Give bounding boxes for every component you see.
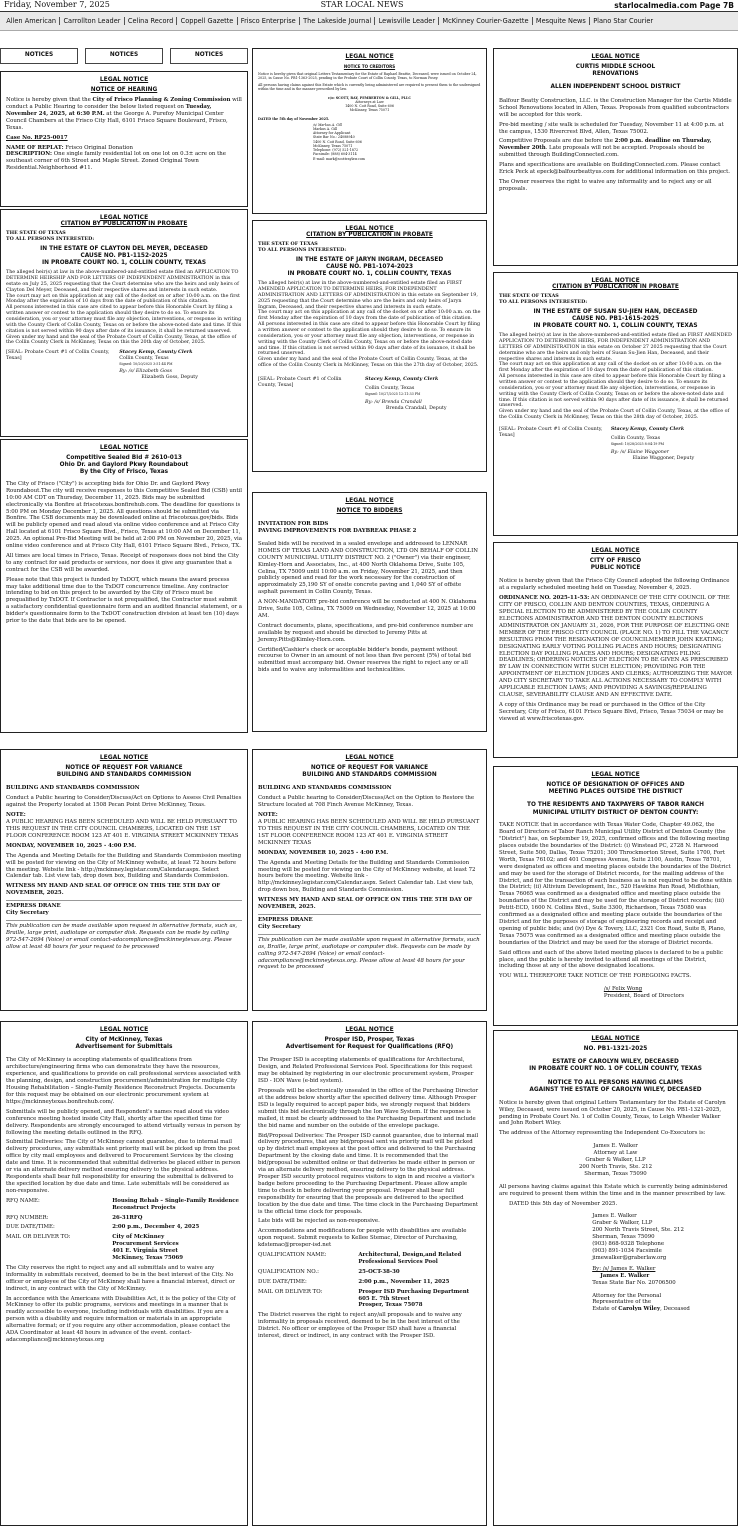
notice-title: NOTICE OF DESIGNATION OF OFFICES AND (546, 781, 685, 788)
notices-tab: NOTICES (170, 48, 248, 64)
citation-han (493, 272, 738, 536)
text: NOTE: (6, 812, 26, 819)
legal-notice-label: LEGAL NOTICE (591, 771, 640, 778)
pub-link[interactable]: McKinney Courier-Gazette (439, 17, 532, 25)
text: TO ALL PERSONS INTERESTED: (6, 236, 95, 243)
notice-title: Ohio Dr. and Gaylord Pkwy Roundabout (59, 462, 189, 469)
notice-title: TO THE RESIDENTS AND TAXPAYERS OF TABOR RANCH (527, 802, 704, 809)
label: DUE DATE/TIME: (6, 1224, 55, 1231)
label: DESCRIPTION: (6, 151, 52, 158)
text: EMPRESS DRANE (258, 916, 313, 923)
text: Signed: 10/20/2025 3:51:44 PM (119, 361, 173, 366)
notice-title: Advertisement for Submittals (75, 1044, 173, 1051)
text: MONDAY, NOVEMBER 10, 2025 - 4:00 P.M. (258, 849, 389, 856)
notice-to-creditors: LEGAL NOTICE NOTICE TO CREDITORS Notice is hereby given that original Letters Testamentary for the Estate of Raphael Beattie, Deceased, were issued on October 24, 2025, in Cause No. PB1-1363-2025, pending in the Probate Court of Collin County, Texas, to Norman Posey. All persons having claims against this Estate which is currently being administered are required to present them to the undersigned within the time and in the manner prescribed by law. c/o: SCOTT, RAY, PEMBERTON & GILL, PLLC Attorneys at Law 1400 N. Coit Road, Suite 606 McKinney, Texas 75071 DATED the 5th day of November 2025. /s/ Markus A. Gill Markus A. Gill Attorney for Applicant State Bar No.: 24088940 1400 N. Coit Road, Suite 606 McKinney, Texas 75071 Telephone: (972) 521-1872 Facsimile: (888) 604-3114 E-mail: mark@scottraylaw.com (252, 48, 487, 214)
text: BUILDING AND STANDARDS COMMISSION (6, 785, 140, 792)
seal: [SEAL: Probate Court #1 of Collin County, Texas] (6, 350, 110, 362)
notice-title: NOTICE TO ALL PERSONS HAVING CLAIMS (547, 1079, 684, 1086)
text: Proposals will be electronically unsealed in the office of the Purchasing Director at the address below shortly after the specified delivery time. Although Prosper ISD is legally required to accept paper bids, we strongly request that bidders submit this bid electronically through the Ion Wave System. If the response is mailed, it must be clearly addressed to the Purchasing Department and include the bid name and number on the outside of the envelope package. (258, 1088, 479, 1129)
text: The court may act on this application at any call of the docket on or after 10:00 a.m. on the first Monday after the expiration of 10 days from the date of publication of this citation. (6, 293, 240, 305)
text: McKinney, Texas 75071 (349, 108, 390, 113)
pub-link[interactable]: Frisco Enterprise (238, 17, 300, 25)
notice-title: NO. PB1-1321-2025 (583, 1045, 648, 1052)
variance-notice-1 (0, 749, 248, 1011)
text: Brenda Crandall, Deputy (385, 405, 447, 411)
text: WITNESS MY HAND AND SEAL OF OFFICE ON THIS THE 5TH DAY OF NOVEMBER, 2025. (258, 897, 473, 911)
text: All persons having claims against this Estate which is currently being administered are required to present them within the time and in the manner prescribed by law. (499, 1183, 728, 1197)
mckinney-rfq: LEGAL NOTICE City of McKinney, Texas Advertisement for Submittals The City of McKinney is accepting statements of qualifications from architecture/engineering firms who can demonstrate they have the resources, experience, and qualifications to provide on call professional services associated with the planning, design, and construction procurement/administration for multiple City Housing Rehabilitation – Single-Family Residence Reconstruct Projects. Documents for this request may be obtained on our electronic procurement system at https://mckinneytexas.bonfirehub.com/. Submittals will be publicly opened, and Respondent's names read aloud via video conference meeting hosted inside City Hall, shortly after the specified time for delivery. Respondents are strongly encouraged to attend virtually versus in person by following the meeting details outlined in the RFQ. Submittal Deliveries: The City of McKinney cannot guarantee, due to internal mail delivery procedures, any submittals sent priority mail will be picked up from the post office by city mail employees and delivered to Procurement Services by the closing date and time. It is recommended that submittal deliveries be placed either in person or via an alternate delivery method ensuring delivery to the physical address. Respondents shall bear full responsibility for ensuring the submittal is delivered to the specified location by due date and time. Late submittals will be considered as non-responsive. RFQ NAME: Housing Rehab – Single-Family Residence Reconstruct Projects RFQ NUMBER: 26-31RFQ DUE DATE/TIME: 2:00 p.m., December 4, 2025 MAIL OR DELIVER TO: City of McKinney Procurement Services 401 E. Virginia Street McKinney, Texas 75069 The City reserves the right to reject any and all submittals and to waive any informality in submittals received, deemed to be in the best interest of the City. No officer or employee of the City of McKinney shall have a financial interest, direct or indirect, in any contract with the City of McKinney. In accordance with the Americans with Disabilities Act, it is the policy of the City of McKinney to offer its public programs, services and meetings in a manner that is readily accessible to everyone, including individuals with disabilities. If you are a person with a disability and require information or materials in an appropriate alternative format; or if you require any other accommodation, please contact the ADA Coordinator at least 48 hours in advance of the event. contact-adacompliance@mckinneytexas.org (0, 1021, 248, 1526)
pub-link[interactable]: Lewisville Leader (375, 17, 439, 25)
notices-tab: NOTICES (0, 48, 78, 64)
text: Signed: 10/27/2025 12:11:33 PM (365, 391, 421, 396)
signature: By: /s/ Brenda Crandall (365, 399, 422, 405)
text: THE STATE OF TEXAS (6, 230, 66, 237)
notice-of-hearing (0, 71, 248, 207)
text: NOTE: (258, 812, 278, 819)
prosper-isd-rfq: LEGAL NOTICE Prosper ISD, Prosper, Texas Advertisement for Request for Qualifications (RFQ) The Prosper ISD is accepting statements of qualifications for Architectural, Design, and Related Professional Services Pool. Specifications for this request may be obtained by registering in our electronic procurement system, Prosper ISD - ION Wave (e-bid system). Proposals will be electronically unsealed in the office of the Purchasing Director at the address below shortly after the specified delivery time. Although Prosper ISD is legally required to accept paper bids, we strongly request that bidders submit this bid electronically through the Ion Wave System. If the response is mailed, it must be clearly addressed to the Purchasing Department and include the bid name and number on the outside of the envelope package. Bid/Proposal Deliveries: The Prosper ISD cannot guarantee, due to internal mail delivery procedures, that any bid/proposal sent via priority mail will be picked up by district mail employees at the post office and delivered to the Purchasing Department by the closing date and time. It is recommended that the bid/proposal be submitted online or that deliveries be made either in person or via an alternate delivery method, ensuring delivery to the physical address. Prosper ISD security protocol requires visitors to sign in and receive a visitor's badge before proceeding to the Purchasing Department. Please allow ample time to check in before delivering your proposal. Prosper shall bear full responsibility for ensuring that the proposals are delivered to the specified location by the due date and time. The time clock in the Purchasing Department is the official time clock for proposals. Late bids will be rejected as non-responsive. Accommodations and modifications for people with disabilities are available upon request. Submit requests to Kellee Stemac, Director of Purchasing, kdstemac@prosper-isd.net QUALIFICATION NAME: Architectural, Design,and Related Professional Services Pool QUALIFICATION NO.: 25-OCT-38-30 DUE DATE/TIME: 2:00 p.m., November 11, 2025 MAIL OR DELIVER TO: Prosper ISD Purchasing Department 605 E. 7th Street Prosper, Texas 75078 The District reserves the right to reject any/all proposals and to waive any informality in proposals received, deemed to be in the best interest of the District. No officer or employee of the Prosper ISD shall have a financial interest, direct or indirect, in any contract with the Prosper ISD. (252, 1021, 487, 1526)
text: THE STATE OF TEXAS (258, 241, 318, 248)
text: The court may act on this application at any call of the docket on or after 10:00 a.m. on the first Monday after the expiration of 10 days from the date of publication of this citation. (258, 310, 481, 322)
legal-notice-label: LEGAL NOTICE (591, 547, 640, 554)
value: Housing Rehab – Single-Family Residence Reconstruct Projects (112, 1197, 239, 1211)
text: The alleged heir(s) at law in the above-numbered-and-entitled estate filed an FIRST AMENDED APPLICATION TO DETERMINE HEIRS, FOR INDEPENDENT ADMINISTRATION AND LETTERS OF ADMINISTRATION in this estate on September 19, 2025 requesting that the Court determine who are the heirs and only heirs of Jaryn Ingram, Deceased, and their respective shares and interests in such estate. (258, 281, 478, 310)
cause-number: CAUSE NO. PB1-1074-2023 (325, 264, 414, 271)
clerk: Stacey Kemp, County Clerk (119, 349, 193, 356)
text: WITNESS MY HAND AND SEAL OF OFFICE ON THIS THE 5TH DAY OF NOVEMBER, 2025. (6, 883, 221, 897)
estate-carolyn-wiley: LEGAL NOTICE NO. PB1-1321-2025 ESTATE OF CAROLYN WILEY, DECEASED IN PROBATE COURT NO. 1 OF COLLIN COUNTY, TEXAS NOTICE TO ALL PERSONS HAVING CLAIMS AGAINST THE ESTATE OF CAROLYN WILEY, DECEASED Notice is hereby given that original Letters Testamentary for the Estate of Carolyn Wiley, Deceased, were issued on October 20, 2025, in Cause No. PB1-1321-2025, pending in Probate Court No. 1 of Collin County, Texas, to Leigh Wheeler Walker and John Robert Wiley. The address of the Attorney representing the Independent Co-Executors is: James E. Walker Attorney at Law Graber & Walker, LLP 200 North Travis, Ste. 212 Sherman, Texas 75090 All persons having claims against this Estate which is currently being administered are required to present them within the time and in the manner prescribed by law. DATED this 5th day of November 2025. James E. Walker Graber & Walker, LLP 200 North Travis Street, Ste. 212 Sherman, Texas 75090 (903) 868-9328 Telephone (903) 891-1034 Facsimile jimewalker@graberlaw.org By: /s/ James E. Walker James E. Walker Texas State Bar No. 20706500 Attorney for the Personal Representative of the Estate of Carolyn Wiley, Deceased (493, 1030, 738, 1526)
notice-title: NOTICE OF REQUEST FOR VARIANCE (65, 764, 183, 771)
cause-number: CAUSE NO. PB1-1615-2025 (571, 316, 660, 323)
text: The address of the Attorney representing the Independent Co-Executors is: (499, 1130, 706, 1137)
legal-notice-label: LEGAL NOTICE (99, 754, 149, 761)
notice-title: NOTICE TO BIDDERS (336, 507, 403, 514)
legal-notice-label: LEGAL NOTICE (345, 497, 394, 504)
text: Conduct a Public hearing to Consider/Discuss/Act on the Option to Restore the Structure located at 708 Finch Avenue McKinney, Texas. (258, 795, 475, 809)
text: All persons interested in this case are cited to appear before this Honorable Court by filing a written answer or contest to the application should they desire to do so. To ensure its consideration, you or your attorney must file any objection, interventions, or response in writing with the County Clerk of Collin County, Texas on or before the above-noted date and time. If this citation is not served within 90 days after date of its issuance, it shall be returned unserved. (6, 305, 242, 334)
text: All times are local times in Frisco, Texas. Receipt of responses does not bind the City to any contract for said products or services, nor does it give any guarantee that a contract for the CSB will be awarded. (6, 552, 239, 573)
text: will conduct a Public Hearing to consider the below listed request on (6, 97, 242, 110)
paper-name: STAR LOCAL NEWS (320, 0, 404, 10)
pub-link[interactable]: Carrollton Leader (60, 17, 124, 25)
text: President, Board of Directors (603, 993, 685, 1000)
text: INVITATION FOR BIDS (258, 521, 329, 528)
text: PAVING IMPROVEMENTS FOR DAYBREAK PHASE 2 (258, 527, 417, 534)
text: A PUBLIC HEARING HAS BEEN SCHEDULED AND WILL BE HELD PURSUANT TO THIS REQUEST IN THE CITY COUNCIL CHAMBERS, LOCATED ON THE 1ST FLOOR CONFERENCE ROOM 123 AT 401 E. VIRGINIA STREET MCKINNEY TEXAS (6, 819, 239, 839)
notices-tabs (0, 48, 248, 64)
court: IN PROBATE COURT NO. 1, COLLIN COUNTY, TEXAS (41, 260, 207, 267)
text: Accommodations and modifications for people with disabilities are available upon request. Submit requests to Kellee Stemac, Director of Purchasing, kdstemac@prosper-isd.net (258, 1228, 467, 1249)
text: A NON-MANDATORY pre-bid conference will be conducted at 400 N. Oklahoma Drive, Suite 105, Celina, TX 75009 on Wednesday, November 12, 2025 at 10:00 AM. (258, 599, 477, 619)
notice-title: CITATION BY PUBLICATION IN PROBATE (60, 221, 188, 228)
label: NAME OF REPLAT: (6, 144, 64, 151)
value: 26-31RFQ (112, 1214, 143, 1221)
text: A copy of this Ordinance may be read or purchased in the Office of the City Secretary, City of Frisco, 6101 Frisco Square Blvd, Frisco, Texas 75034 or may be viewed at www.friscotexas.gov. (499, 701, 724, 722)
legal-notice-label: LEGAL NOTICE (99, 444, 149, 451)
legal-notice-label: LEGAL NOTICE (591, 1035, 640, 1042)
tabor-ranch-mud (493, 766, 738, 1026)
frisco-public-notice: LEGAL NOTICE CITY OF FRISCO PUBLIC NOTICE Notice is hereby given that the Frisco City Council adopted the following Ordinance at a regularly scheduled meeting held on Tuesday, November 4, 2025. ORDINANCE NO. 2025-11-53: AN ORDINANCE OF THE CITY COUNCIL OF THE CITY OF FRISCO, COLLIN AND DENTON COUNTIES, TEXAS, ORDERING A SPECIAL ELECTION TO BE ADMINISTERED BY THE COLLIN COUNTY ELECTIONS ADMINISTRATOR AND THE DENTON COUNTY ELECTIONS ADMINISTRATOR ON JANUARY 31, 2026, FOR THE PURPOSE OF ELECTING ONE MEMBER OF THE FRISCO CITY COUNCIL (PLACE NO. 1) TO FILL THE VACANCY RESULTING FROM THE RESIGNATION OF COUNCILMEMBER JOHN KEATING; DESIGNATING EARLY VOTING POLLING PLACES AND HOURS; DESIGNATING ELECTION DAY POLLING PLACES AND HOURS; DESIGNATING FILING DEADLINES; ORDERING NOTICES OF ELECTION TO BE GIVEN AS PRESCRIBED BY LAW IN CONNECTION WITH SUCH ELECTION; PROVIDING FOR THE APPOINTMENT OF ELECTION JUDGES AND CLERKS; AUTHORIZING THE MAYOR AND CITY SECRETARY TO TAKE ALL ACTIONS NECESSARY TO COMPLY WITH APPLICABLE ELECTION LAWS; AND PROVIDING A SAVINGS/REPEALING CLAUSE, SEVERABILITY CLAUSE AND AN EFFECTIVE DATE. A copy of this Ordinance may be read or purchased in the Office of the City Secretary, City of Frisco, 6101 Frisco Square Blvd, Frisco, Texas 75034 or may be viewed at www.friscotexas.gov. (493, 542, 738, 758)
notice-title: ALLEN INDEPENDENT SCHOOL DISTRICT (550, 84, 681, 91)
text: Given under my hand and the seal of the Probate Court of Collin County, Texas, at the office of the Collin County Clerk in McKinney, Texas on this the 27th day of October, 2025. (258, 357, 479, 369)
text: All persons interested in this case are cited to appear before this Honorable Court by filing a written answer or contest to the application should they desire to do so. To ensure its consideration, you or your attorney must file any objection, interventions, or response in writing with the County Clerk of Collin County, Texas on or before the above-noted date and time. If this citation is not served within 90 days after date of its issuance, it shall be returned unserved. (258, 322, 481, 357)
label: DUE DATE/TIME: (258, 1278, 307, 1285)
text: Balfour Beatty Construction, LLC. is the Construction Manager for the Curtis Middle School Renovations located in Allen, Texas. Proposals from qualified subcontractors will be accepted for this work. (499, 97, 732, 118)
text: TO ALL PERSONS INTERESTED: (258, 247, 347, 254)
text: Plans and specifications are available on BuildingConnected.com. Please contact Erick Peck at epeck@balfourbeattyus.com for additional information on this project. (499, 162, 730, 176)
text: Elaine Waggoner, Deputy (632, 455, 695, 461)
text: All persons having claims against this Estate which is currently being administered are required to present them to the undersigned within the time and in the manner prescribed by law. (258, 83, 481, 92)
notice-title: CITY OF FRISCO (589, 557, 642, 564)
text: DATED the 5th day of November 2025. (258, 116, 330, 121)
legal-notice-label: LEGAL NOTICE (345, 1026, 394, 1033)
text: Notice is hereby given that the Frisco City Council adopted the following Ordinance at a regularly scheduled meeting held on Tuesday, November 4, 2025. (499, 578, 730, 592)
text: A PUBLIC HEARING HAS BEEN SCHEDULED AND WILL BE HELD PURSUANT TO THIS REQUEST IN THE CITY COUNCIL CHAMBERS, LOCATED ON THE 1ST FLOOR CONFERENCE ROOM 123 AT 401 E. VIRGINIA STREET MCKINNEY TEXAS (258, 819, 480, 846)
text: The alleged heir(s) at law in the above-numbered-and-entitled estate filed an APPLICATION TO DETERMINE HEIRSHIP AND FOR LETTERS OF INDEPENDENT ADMINISTRATION in this estate on July 25, 2025 requesting that the Court determine who are the heirs and only heirs of Clayton Del Meyer, Deceased, and their respective shares and interests in such estate. (6, 270, 239, 293)
notice-title: NOTICE OF HEARING (90, 86, 158, 93)
notice-title: BUILDING AND STANDARDS COMMISSION (56, 772, 192, 779)
value: 2:00 p.m., November 11, 2025 (358, 1278, 450, 1285)
text: Said offices and each of the above listed meeting places is declared to be a public place, and the public is hereby invited to attend all meetings of the District, including those at any of the above designated locations. (499, 949, 723, 970)
text: Late bids will be rejected as non-responsive. (258, 1218, 380, 1225)
text: MONDAY, NOVEMBER 10, 2025 - 4:00 P.M. (6, 842, 137, 849)
citation-ingram (252, 220, 487, 472)
value: One single family residential lot on one lot on 0.3± acre on the southeast corner of 6th Street and Maple Street. Zoned Original Town Residential.Neighborhood #11. (6, 151, 226, 172)
clerk: Stacey Kemp, County Clerk (365, 375, 439, 382)
pub-link[interactable]: Mesquite News (533, 17, 590, 25)
seal: [SEAL: Probate Court #1 of Collin County, Texas] (499, 426, 603, 438)
estate-name: IN THE ESTATE OF SUSAN SU-JIEN HAN, DECEASED (533, 309, 698, 316)
seal: [SEAL: Probate Court #1 of Collin County, Texas] (258, 376, 342, 388)
pub-link[interactable]: The Lakeside Journal (300, 17, 376, 25)
text: The City of McKinney is accepting statements of qualifications from architecture/engineering firms who can demonstrate they have the resources, experience, and qualifications to provide on call professional services associated with the planning, design, and construction procurement/administration for multiple City Housing Rehabilitation – Single-Family Residence Reconstruct Projects. Documents for this request may be obtained on our electronic procurement system at https://mckinneytexas.bonfirehub.com/. (6, 1057, 241, 1105)
text: c/o: SCOTT, RAY, PEMBERTON & GILL, PLLC (328, 95, 411, 100)
curtis-ms-renovations: LEGAL NOTICE CURTIS MIDDLE SCHOOL RENOVATIONS ALLEN INDEPENDENT SCHOOL DISTRICT Balfour Beatty Construction, LLC. is the Construction Manager for the Curtis Middle School Renovations located in Allen, Texas. Proposals from qualified subcontractors will be accepted for this work. Pre-bid meeting / site walk is scheduled for Tuesday, November 11 at 4:00 p.m. at the campus, 1530 Rivercrest Blvd, Allen, Texas 75002. Competitive Proposals are due before the 2:00 p.m. deadline on Thursday, November 20th. Late proposals will not be accepted. Proposals should be submitted through BuildingConnected.com. Plans and specifications are available on BuildingConnected.com. Please contact Erick Peck at epeck@balfourbeattyus.com for additional information on this project. The Owner reserves the right to waive any informality and to reject any or all proposals. (493, 48, 738, 266)
label: RFQ NAME: (6, 1197, 40, 1204)
legal-notice-label: LEGAL NOTICE (345, 53, 394, 60)
pub-link[interactable]: Coppell Gazette (177, 17, 237, 25)
text: Contract documents, plans, specifications, and pre-bid conference number are available by request and should be directed to Jeremy Pitts at Jeremy.Pitts@Kimley-Horn.com. (258, 622, 474, 643)
notice-title: IN PROBATE COURT NO. 1 OF COLLIN COUNTY, TEXAS (529, 1066, 702, 1073)
text: Conduct a Public hearing to Consider/Discuss/Act on Options to Assess Civil Penalties against the Property located at 1508 Pecan Point Drive McKinney, Texas. (6, 795, 242, 809)
estate-name: IN THE ESTATE OF CLAYTON DEL MEYER, DECEASED (40, 246, 208, 253)
text: The Agenda and Meeting Details for the Building and Standards Commission meeting will be posted for viewing on the City of McKinney website, at least 72 hours before the meeting. Website link - http://mckinney.legistar.com/Calendar.aspx. Select Calendar tab. List view tab, drop down box, Building and Standards Commission. (6, 852, 242, 880)
estate-name: IN THE ESTATE OF JARYN INGRAM, DECEASED (295, 257, 444, 264)
label: QUALIFICATION NAME: (258, 1252, 327, 1259)
signature: /s/ Markus A. Gill (313, 122, 343, 127)
text: Given under my hand and the seal of the Probate Court of Collin County, Texas, at the office of the Collin County Clerk in McKinney, Texas on this the 28th day of October, 2025. (499, 409, 730, 421)
text: The alleged heir(s) at law in the above-numbered-and-entitled estate filed an FIRST AMENDED APPLICATION TO DETERMINE HEIRS, FOR INDEPENDENT ADMINISTRATION AND LETTERS OF ADMINISTRATION in this estate on October 27 2025 requesting that the Court determine who are the heirs and only heirs of Susan Su-Jien Han, Deceased, and their respective shares and interests in such estate. (499, 333, 732, 362)
signature: By: /s/ James E. Walker (592, 1265, 656, 1272)
case-number: Case No. RP25-0017 (6, 134, 68, 141)
notice-title: By the City of Frisco, Texas (79, 469, 169, 476)
text: 1400 N. Coit Road, Suite 606 (345, 104, 394, 109)
text: The Owner reserves the right to waive any informality and to reject any or all proposals. (499, 178, 712, 192)
text: The Prosper ISD is accepting statements of qualifications for Architectural, Design, and Related Professional Services Pool. Specifications for this request may be obtained by registering in our electronic procurement system, Prosper ISD - ION Wave (e-bid system). (258, 1057, 474, 1085)
legal-notice-label: LEGAL NOTICE (345, 754, 394, 761)
text: Submittals will be publicly opened, and Respondent's names read aloud via video conference meeting hosted inside City Hall, shortly after the specified time for delivery. Respondents are strongly encouraged to attend virtually versus in person by following the meeting details outlined in the RFQ. (6, 1108, 241, 1136)
text: The court may act on this application at any call of the docket on or after 10:00 a.m. on the first Monday after the expiration of 10 days from the date of publication of this citation. (499, 362, 722, 374)
notice-title: PUBLIC NOTICE (590, 565, 641, 572)
text: Collin County, Texas (365, 385, 415, 391)
court: IN PROBATE COURT NO. 1, COLLIN COUNTY, TEXAS (533, 323, 698, 330)
text: TO ALL PERSONS INTERESTED: (499, 299, 588, 306)
pub-link[interactable]: Celina Record (125, 17, 178, 25)
text: Notice is hereby given that original Letters Testamentary for the Estate of Carolyn Wiley, Deceased, were issued on October 20, 2025, in Cause No. PB1-1321-2025, pending in Probate Court No. 1 of Collin County, Texas, to Leigh Wheeler Walker and John Robert Wiley. (499, 1099, 726, 1127)
text: In accordance with the Americans with Disabilities Act, it is the policy of the City of McKinney to offer its public programs, services and meetings in a manner that is readily accessible to everyone, including individuals with disabilities. If you are a person with a disability and require information or materials in an appropriate alternative format; or if you require any other accommodation, please contact the ADA Coordinator at least 48 hours in advance of the event. contact-adacompliance@mckinneytexas.org (6, 1295, 236, 1344)
text: Pre-bid meeting / site walk is scheduled for Tuesday, November 11 at 4:00 p.m. at the campus, 1530 Rivercrest Blvd, Allen, Texas 75002. (499, 121, 724, 135)
text: Attorneys at Law (355, 99, 384, 104)
pub-link[interactable]: Allen American (3, 17, 60, 25)
issue-date: Friday, November 7, 2025 (4, 0, 110, 10)
text: City Secretary (258, 923, 301, 930)
text: All persons interested in this case are cited to appear before this Honorable Court by filing a written answer or contest to the application should they desire to do so. To ensure its consideration, you or your attorney must file any objection, interventions, or response in writing with the County Clerk of Collin County, Texas on or before the above-noted date and time. If this citation is not served within 90 days after date of its issuance, it shall be returned unserved. (499, 374, 729, 409)
notice-title: MEETING PLACES OUTSIDE THE DISTRICT (548, 789, 683, 796)
text: DATED this 5th day of November 2025. (509, 1200, 618, 1207)
text: The District reserves the right to reject any/all proposals and to waive any informality in proposals received, deemed to be in the best interest of the District. No officer or employee of the Prosper ISD shall have a financial interest, direct or indirect, in any contract with the Prosper ISD. (258, 1312, 462, 1340)
signature: By: /s/ Elaine Waggoner (610, 449, 669, 455)
text: The Agenda and Meeting Details for the Building and Standards Commission meeting will be posted for viewing on the City of McKinney website, at least 72 hours before the meeting. Website link - http://mckinney.legistar.com/Calendar.aspx. Select Calendar tab. List view tab, drop down box, Building and Standards Commission. (258, 859, 476, 894)
notice-title: CITATION BY PUBLICATION IN PROBATE (552, 284, 679, 291)
notice-title: Competitive Sealed Bid # 2610-013 (66, 454, 182, 461)
legal-notice-label: LEGAL NOTICE (99, 76, 149, 83)
text: at the George A. Purefoy Municipal Center Council Chambers at the Frisco City Hall, 6101 Frisco Square Boulevard, Frisco, Texas. (6, 110, 228, 131)
notice-title: Prosper ISD, Prosper, Texas (324, 1036, 415, 1043)
citation-del-meyer (0, 209, 248, 437)
text: Collin County, Texas (119, 356, 169, 362)
label: MAIL OR DELIVER TO: (6, 1234, 71, 1241)
court: IN PROBATE COURT NO. 1, COLLIN COUNTY, TEXAS (287, 271, 452, 278)
legal-notice-label: LEGAL NOTICE (345, 225, 394, 232)
text: BUILDING AND STANDARDS COMMISSION (258, 785, 392, 792)
notice-title: RENOVATIONS (592, 71, 639, 78)
signature: /s/ Felix Wong (603, 986, 643, 993)
notices-tab: NOTICES (85, 48, 163, 64)
notice-title: BUILDING AND STANDARDS COMMISSION (302, 772, 437, 779)
legal-notice-label: LEGAL NOTICE (591, 53, 640, 60)
page-header (0, 0, 738, 12)
site-page[interactable]: starlocalmedia.com Page 7B (614, 0, 734, 10)
pub-link[interactable]: Plano Star Courier (593, 17, 654, 25)
notice-title: CURTIS MIDDLE SCHOOL (575, 63, 656, 70)
variance-notice-2 (252, 749, 487, 1011)
text: The City reserves the right to reject any and all submittals and to waive any informality in submittals received, deemed to be in the best interest of the City. No officer or employee of the City of McKinney shall have a financial interest, direct or indirect, in any contract with the City of McKinney. (6, 1264, 235, 1292)
notice-to-bidders (252, 492, 487, 732)
text: This publication can be made available upon request in alternative formats, such as, Braille, large print, audiotape or computer disk. Requests can be made by calling 972-547-2694 (Voice) or email contact-adacompliance@mckinneytexas.org. Please allow at least 48 hours for your request to be processed (6, 922, 238, 950)
text: Certified/Cashier's check or acceptable bidder's bonds, payment without recourse to Owner in an amount of not less than five percent (5%) of total bid submitted must accompany bid. Owner reserves the right to reject any or all bids and to waive any informalities and technicalities. (258, 646, 471, 674)
value: 25-OCT-38-30 (358, 1268, 400, 1275)
legal-notice-label: LEGAL NOTICE (99, 1026, 149, 1033)
text: Bid/Proposal Deliveries: The Prosper ISD cannot guarantee, due to internal mail delivery procedures, that any bid/proposal sent via priority mail will be picked up by district mail employees at the post office and delivered to the Purchasing Department by the closing date and time. It is recommended that the bid/proposal be submitted online or that deliveries be made either in person or via an alternate delivery method, ensuring delivery to the physical address. Prosper ISD security protocol requires visitors to sign in and receive a visitor's badge before proceeding to the Purchasing Department. Please allow ample time to check in before delivering your proposal. Prosper shall bear full responsibility for ensuring that the proposals are delivered to the specified location by the due date and time. The time clock in the Purchasing Department is the official time clock for proposals. (258, 1132, 479, 1215)
text: Tuesday, November 24, 2025, at 6:30 P.M. (6, 103, 212, 117)
legal-notice-label: LEGAL NOTICE (591, 277, 640, 284)
text: Submittal Deliveries: The City of McKinney cannot guarantee, due to internal mail delivery procedures, any submittals sent priority mail will be picked up from the post office by city mail employees and delivered to Procurement Services by the closing date and time. It is recommended that submittal deliveries be placed either in person or via an alternate delivery method ensuring delivery to the physical address. Respondents shall bear full responsibility for ensuring the submittal is delivered to the specified location by due date and time. Late submittals will be considered as non-responsive. (6, 1139, 241, 1194)
text: TAKE NOTICE that in accordance with Texas Water Code, Chapter 49.062, the Board of Directors of Tabor Ranch Municipal Utility District of Denton County (the "District") has, on September 19, 2025, confirmed offices and the following meeting places outside the boundaries of the District: (i) Winstead PC, 2728 N. Harwood Street, Suite 500, Dallas, Texas 75201; 300 Throckmorton Street, Suite 1700, Fort Worth, Texas 76102; and 401 Congress Avenue, Suite 2100, Austin, Texas 78701, were designated as offices and meeting places outside the boundaries of the District and may be used for the storage of District records, for the mailing address of the District, and for the transaction of such business as is not required to be done within the District; (ii) Altivium Development, Inc., 520 Hawkins Run Road, Midlothian, Texas 76065 was confirmed as a designated office and meeting place outside the boundaries of the District and may be used for the storage of District records; (iii) Petitt-ECD, 1600 N. Collins Blvd., Suite 3300, Richardson, Texas 75080 was confirmed as a designated office and meeting place outside the boundaries of the District and for the purposes of storage of engineering records and receipt and opening of public bids; and (iv) Dye & Tovery, LLC, 2321 Cox Road, Suite B, Plano, Texas 75075 was confirmed as a designated office and meeting place outside the boundaries of the District and may be used for the storage of District records. (499, 822, 732, 946)
notice-title: NOTICE OF REQUEST FOR VARIANCE (310, 764, 429, 771)
clerk: Stacey Kemp, County Clerk (610, 425, 685, 432)
signature: By: /s/ Elizabeth Goss (119, 369, 172, 375)
value: 2:00 p.m., December 4, 2025 (112, 1224, 200, 1231)
label: MAIL OR DELIVER TO: (258, 1288, 323, 1295)
notice-title: ESTATE OF CAROLYN WILEY, DECEASED (552, 1059, 679, 1066)
text: Given under my hand and the seal of the Probate Court of Collin County, Texas, at the office of the Collin County Clerk in McKinney, Texas on this the 20th day of October, 2025. (6, 334, 237, 346)
text: The City of Frisco ("City") is accepting bids for Ohio Dr. and Gaylord Pkwy Roundabout.The city will receive responses to this Competitive Sealed Bid (CSB) until 10:00 AM CDT on Thursday, December 11, 2025. Bids may be submitted electronically via Bonfire at friscotexas.bonfirehub.com. The deadline for questions is 5:00 PM on Monday December 1, 2025. All questions should be submitted via Bonfire. The CSB documents may be downloaded online at friscotexas.gov/bids. Bids will be publicly opened and read aloud via online video conference and at Frisco City Hall located at 6101 Frisco Square Blvd., Frisco, Texas at 10:00 AM on December 11, 2025. An optional Pre-Bid Meeting will be held at 2:00 PM on November 20, 2025, via online video conference and at Frisco City Hall, 6101 Frisco Square Blvd., Frisco, TX. (6, 480, 242, 550)
notice-title: AGAINST THE ESTATE OF CAROLYN WILEY, DECEASED (529, 1087, 702, 1094)
text: Elizabeth Goss, Deputy (141, 374, 198, 380)
value: Frisco Original Donation (63, 144, 133, 151)
text: City Secretary (6, 910, 49, 917)
text: YOU WILL THEREFORE TAKE NOTICE OF THE FOREGOING FACTS. (499, 973, 692, 980)
text: Notice is hereby given that original Letters Testamentary for the Estate of Raphael Beattie, Deceased, were issued on October 24, 2025, in Cause No. PB1-1363-2025, pending in the Probate Court of Collin County, Texas, to Norman Posey. (258, 71, 477, 80)
notice-title: MUNICIPAL UTILITY DISTRICT OF DENTON COUNTY: (532, 809, 699, 816)
text: City of Frisco Planning & Zoning Commission (92, 97, 231, 104)
text: Sealed bids will be received in a sealed envelope and addressed to LENNAR HOMES OF TEXAS LAND AND CONSTRUCTION, LTD ON BEHALF OF COLLIN COUNTY MUNICIPAL UTILITY DISTRICT NO. 2 ("Owner") via their engineer, Kimley-Horn and Associates, Inc., at 400 North Oklahoma Drive, Suite 105, Celina, TX 75009 until 10:00 a.m. on Friday, November 21, 2025, and then publicly opened and read for the work necessary for the construction of approximately 25,190 SY of onsite concrete paving and 1,040 SY of offsite asphalt pavement in Collin County, Texas. (258, 540, 478, 596)
cause-number: CAUSE NO. PB1-1152-2025 (80, 253, 168, 260)
text: Notice is hereby given that the (6, 97, 93, 104)
notice-title: Advertisement for Request for Qualifications (RFQ) (285, 1044, 454, 1051)
publications-bar (0, 12, 738, 31)
text: THE STATE OF TEXAS (499, 293, 559, 300)
competitive-sealed-bid (0, 439, 248, 733)
text: This publication can be made available upon request in alternative formats, such as, Braille, large print, audiotape or computer disk. Requests can be made by calling 972-547-2694 (Voice) or email contact-adacompliance@mckinneytexas.org. Please allow at least 48 hours for your request to be processed (258, 936, 480, 971)
text: Please note that this project is funded by TxDOT, which means the award process may take additional time due to the TxDOT concurrence timeline. Any contractor intending to bid on this project to be awarded by the City of Frisco must be prequalified by TxDOT. If Contractor is not prequalified, the Contractor must submit a satisfactory confidential questionnaire form and an audited financial statement, or a bidder's questionnaire form to the TxDOT construction division at least ten (10) days prior to the date that bids are to be opened. (6, 576, 242, 625)
notice-title: City of McKinney, Texas (85, 1036, 163, 1043)
label: QUALIFICATION NO.: (258, 1268, 319, 1275)
legal-notice-label: LEGAL NOTICE (99, 214, 149, 221)
text: EMPRESS DRANE (6, 903, 61, 910)
text: Collin County, Texas (610, 435, 661, 441)
value: Architectural, Design,and Related Professional Services Pool (358, 1252, 462, 1265)
notice-title: NOTICE TO CREDITORS (343, 63, 396, 69)
notice-title: CITATION BY PUBLICATION IN PROBATE (306, 232, 433, 239)
label: RFQ NUMBER: (6, 1214, 49, 1221)
text: Signed: 10/28/2025 8:04:19 PM (610, 441, 665, 446)
